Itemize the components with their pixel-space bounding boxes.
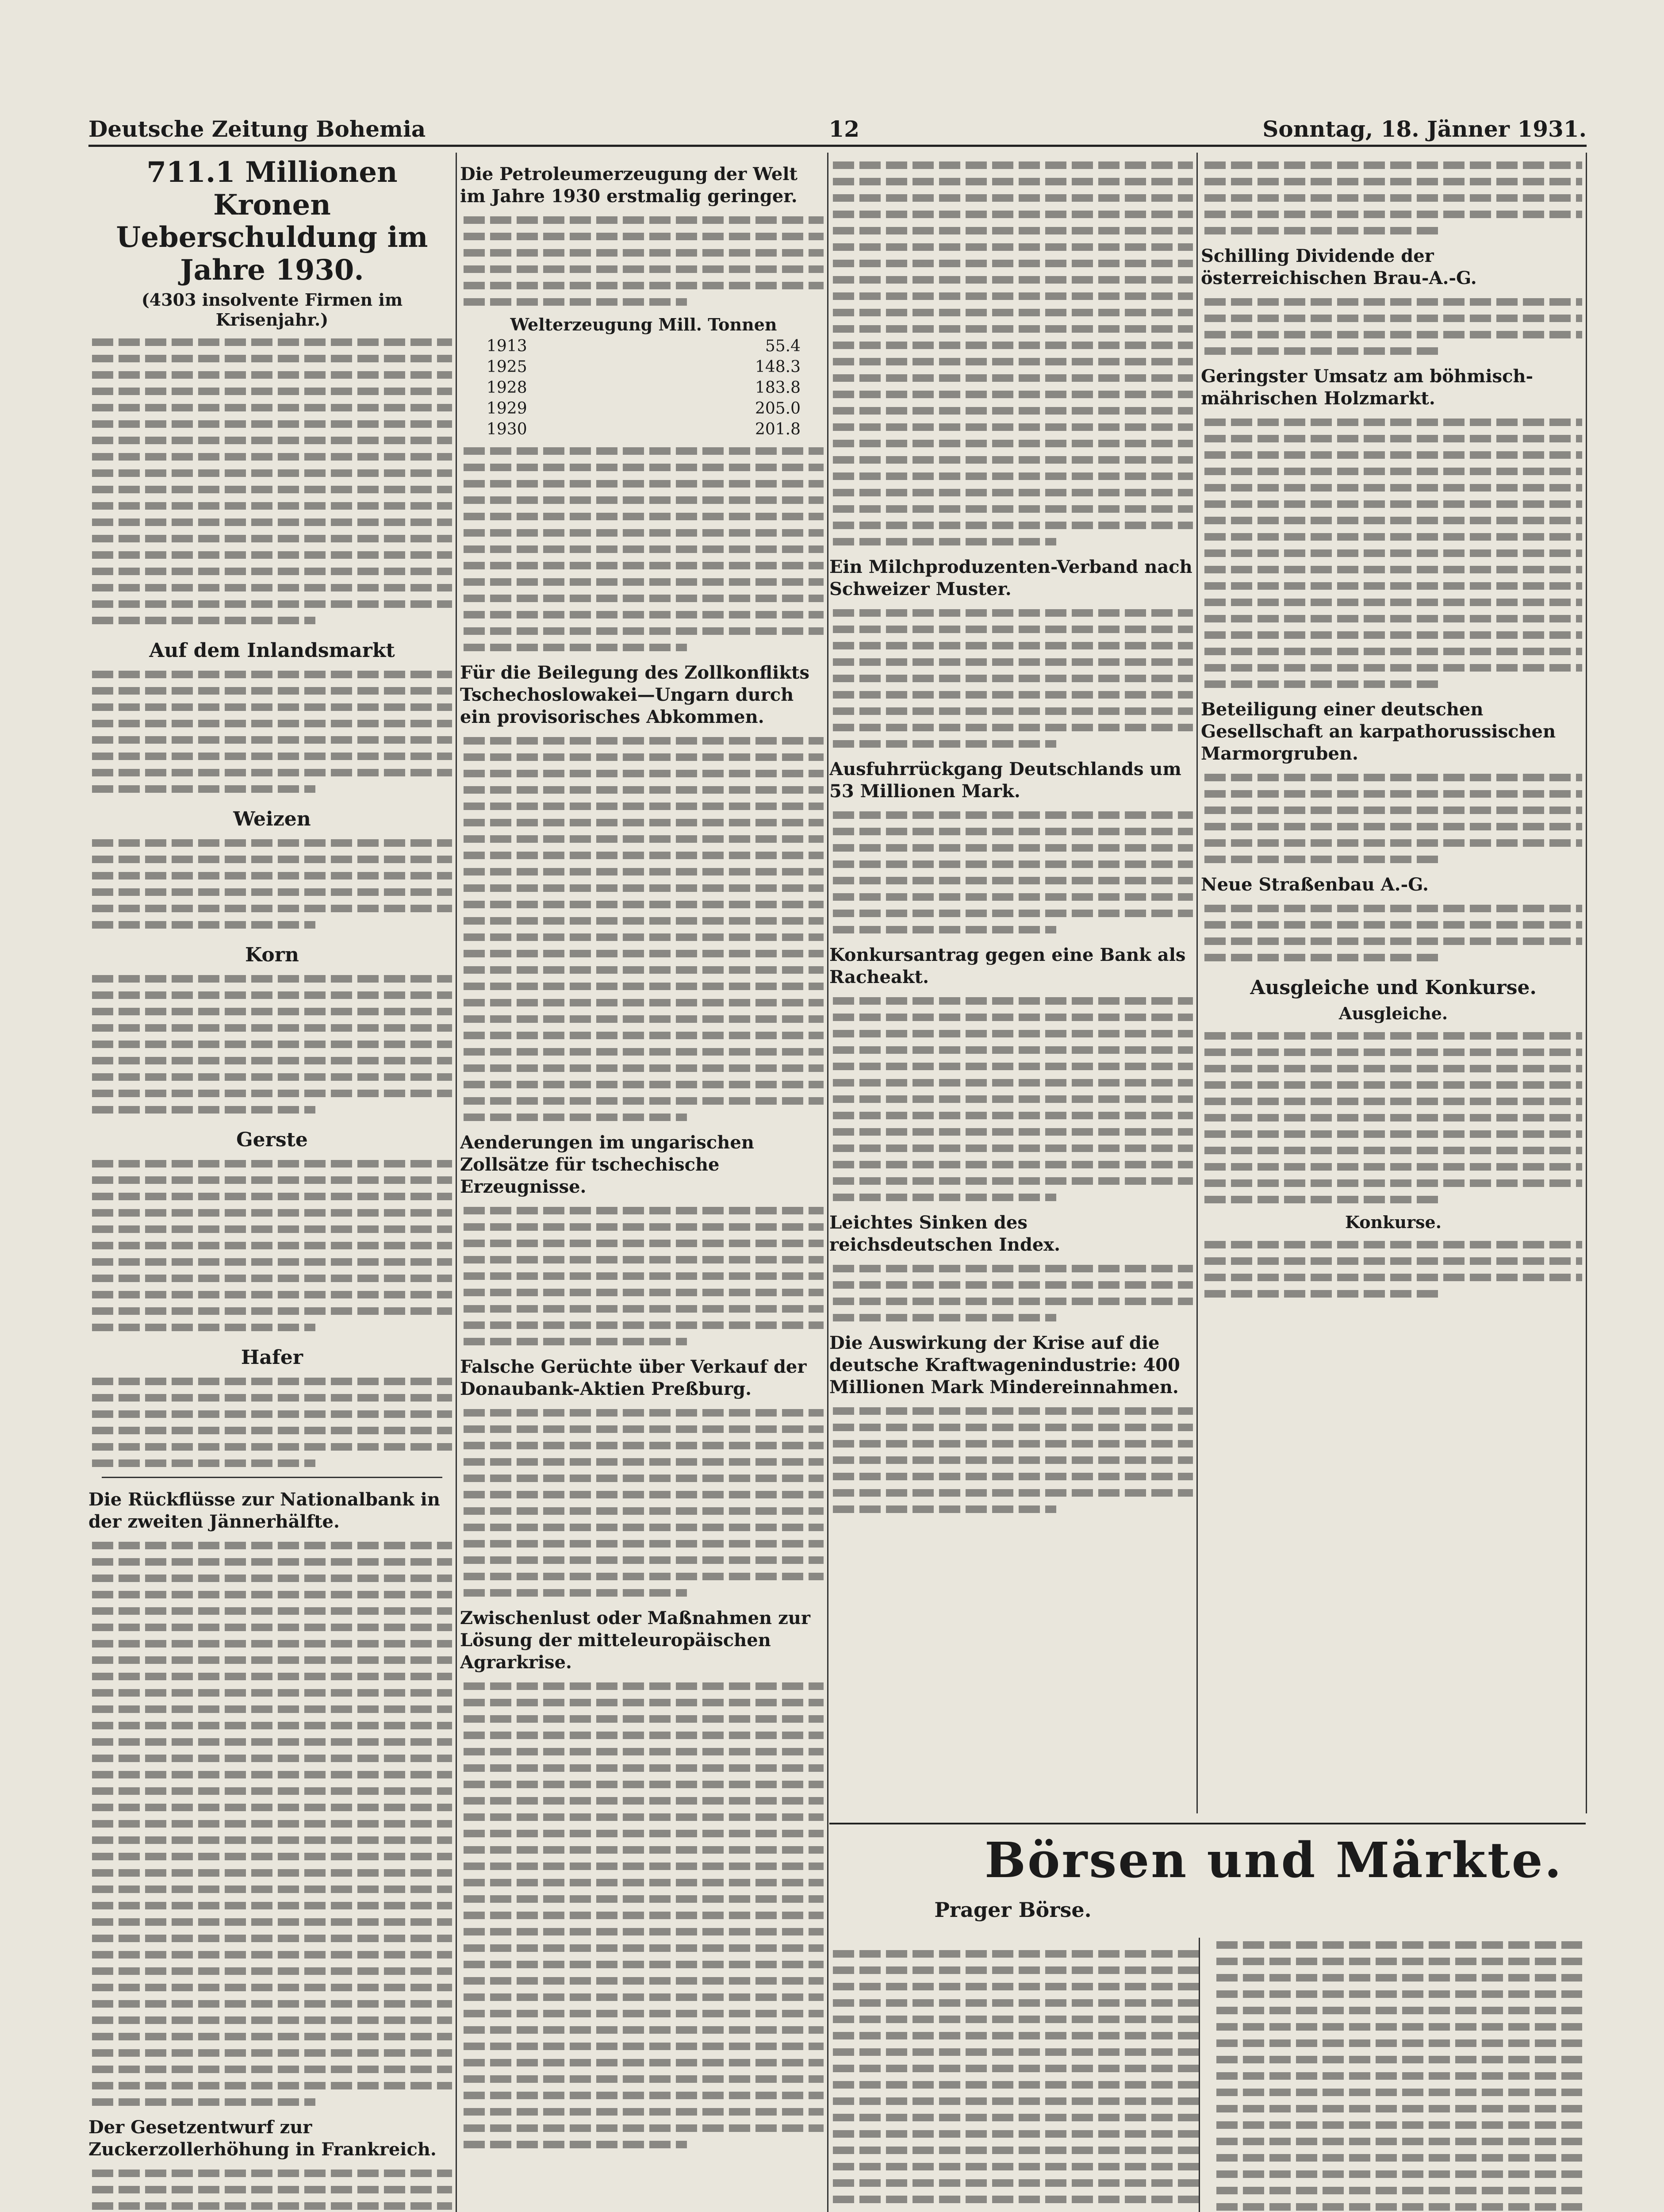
subsection-heading: Konkurse. bbox=[1345, 1212, 1442, 1232]
column-2 bbox=[460, 153, 828, 2212]
article-body bbox=[92, 2170, 452, 2212]
article-body bbox=[1204, 905, 1582, 961]
article-body bbox=[1204, 161, 1582, 234]
section-heading: Hafer bbox=[241, 1346, 303, 1369]
article-body bbox=[92, 839, 452, 929]
article-headline: Der Gesetzentwurf zur Zuckerzollerhöhung in Frankreich. bbox=[88, 2117, 437, 2160]
table-row: 1930 201.8 bbox=[487, 420, 801, 438]
table-row: 1929 205.0 bbox=[487, 399, 801, 418]
article-body bbox=[833, 1407, 1193, 1513]
markets-top-rule bbox=[829, 1823, 1586, 1824]
article-body bbox=[833, 161, 1193, 545]
article-headline: Leichtes Sinken des reichsdeutschen Index. bbox=[829, 1212, 1061, 1255]
article-body bbox=[833, 997, 1193, 1201]
article-headline: Die Petroleumerzeugung der Welt im Jahre 1930 erstmalig geringer. bbox=[460, 164, 797, 207]
article-body bbox=[464, 1682, 824, 2148]
article-body bbox=[464, 737, 824, 1121]
markets-body bbox=[829, 1938, 1586, 2212]
article-body bbox=[92, 1542, 452, 2106]
article-headline: Geringster Umsatz am böhmisch-mährischen Holzmarkt. bbox=[1201, 366, 1534, 409]
article-headline: Ausfuhrrückgang Deutschlands um 53 Millionen Mark. bbox=[829, 759, 1181, 802]
section-heading: Ausgleiche und Konkurse. bbox=[1250, 976, 1537, 999]
article-body bbox=[464, 216, 824, 306]
page-number: 12 bbox=[828, 115, 860, 142]
subsection-heading: Ausgleiche. bbox=[1338, 1003, 1448, 1023]
article-body bbox=[1204, 298, 1582, 355]
article-headline: Aenderungen im ungarischen Zollsätze für tschechische Erzeugnisse. bbox=[460, 1132, 754, 1197]
article-body bbox=[92, 338, 452, 624]
article-body bbox=[92, 671, 452, 793]
table-row: 1925 148.3 bbox=[487, 358, 801, 376]
issue-date: Sonntag, 18. Jänner 1931. bbox=[1262, 115, 1587, 142]
prager-boerse-heading: Prager Börse. bbox=[934, 1898, 1092, 1922]
section-heading: Gerste bbox=[236, 1129, 308, 1152]
article-headline: Die Rückflüsse zur Nationalbank in der zweiten Jännerhälfte. bbox=[88, 1489, 440, 1532]
article-body bbox=[833, 811, 1193, 933]
section-heading: Korn bbox=[245, 944, 299, 967]
article-body bbox=[1204, 774, 1582, 863]
article-body bbox=[833, 609, 1193, 748]
column-3 bbox=[829, 153, 1198, 1813]
table-row: 1928 183.8 bbox=[487, 379, 801, 397]
table-title: Welterzeugung Mill. Tonnen bbox=[510, 315, 777, 334]
markets-title: Börsen und Märkte. bbox=[985, 1832, 1563, 1889]
article-headline: Ein Milchproduzenten-Verband nach Schweizer Muster. bbox=[829, 557, 1192, 599]
article-body bbox=[833, 1265, 1193, 1321]
article-headline: Für die Beilegung des Zollkonflikts Tschechoslowakei—Ungarn durch ein provisorisches Abkommen. bbox=[460, 662, 810, 727]
article-body bbox=[92, 1378, 452, 1467]
page-header bbox=[88, 113, 1587, 147]
column-1 bbox=[88, 153, 457, 2212]
article-body bbox=[92, 1160, 452, 1331]
article-body bbox=[464, 1207, 824, 1345]
article-body bbox=[92, 975, 452, 1114]
article-body bbox=[464, 447, 824, 651]
article-body bbox=[464, 1409, 824, 1597]
article-headline: Zwischenlust oder Maßnahmen zur Lösung der mitteleuropäischen Agrarkrise. bbox=[460, 1608, 810, 1673]
publication-name: Deutsche Zeitung Bohemia bbox=[88, 115, 426, 142]
column-4 bbox=[1201, 153, 1587, 1813]
article-body bbox=[833, 1941, 1582, 2212]
main-headline: 711.1 Millionen Kronen Ueberschuldung im Jahre 1930. bbox=[116, 156, 428, 287]
article-body bbox=[1204, 1032, 1582, 1203]
table-row: 1913 55.4 bbox=[487, 337, 801, 355]
article-headline: Neue Straßenbau A.-G. bbox=[1201, 874, 1429, 895]
main-subhead: (4303 insolvente Firmen im Krisenjahr.) bbox=[141, 290, 403, 330]
article-headline: Die Auswirkung der Krise auf die deutsche Kraftwagenindustrie: 400 Millionen Mark Mindereinnahmen. bbox=[829, 1333, 1180, 1398]
article-headline: Beteiligung einer deutschen Gesellschaft an karpathorussischen Marmorgruben. bbox=[1201, 699, 1556, 764]
article-headline: Konkursantrag gegen eine Bank als Racheakt. bbox=[829, 945, 1186, 987]
article-body bbox=[1204, 1241, 1582, 1298]
article-headline: Falsche Gerüchte über Verkauf der Donaubank-Aktien Preßburg. bbox=[460, 1356, 807, 1399]
divider bbox=[102, 1477, 442, 1478]
article-headline: Schilling Dividende der österreichischen Brau-A.-G. bbox=[1201, 246, 1477, 288]
article-body bbox=[1204, 419, 1582, 688]
petroleum-table bbox=[487, 315, 801, 438]
section-heading: Auf dem Inlandsmarkt bbox=[149, 639, 395, 662]
section-heading: Weizen bbox=[233, 808, 311, 831]
